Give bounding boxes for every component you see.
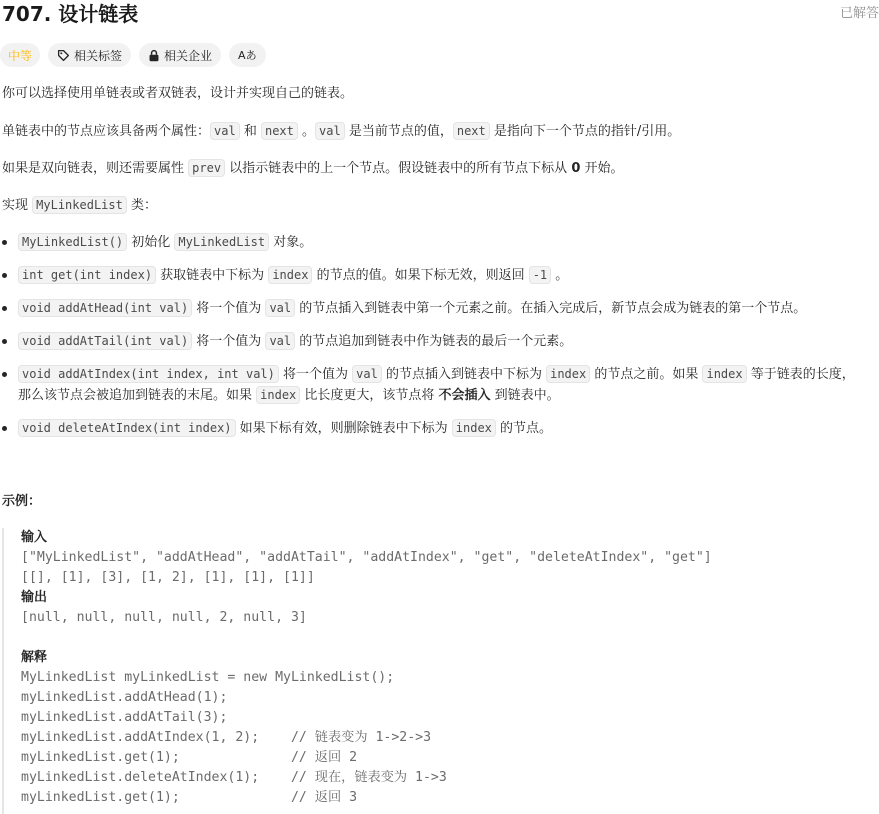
output-line: [null, null, null, null, 2, null, 3] bbox=[21, 610, 307, 625]
bullet-dot bbox=[2, 426, 7, 431]
code: int get(int index) bbox=[18, 266, 156, 284]
text: 对象。 bbox=[269, 235, 313, 250]
text: 到链表中。 bbox=[490, 388, 560, 403]
input-line-1: ["MyLinkedList", "addAtHead", "addAtTail", "addAtIndex", "get", "deleteAtIndex", "get"] bbox=[21, 550, 712, 565]
text: 和 bbox=[239, 124, 261, 139]
bold-text: 不会插入 bbox=[438, 388, 491, 403]
font-icon: Aあ bbox=[238, 49, 257, 62]
text: 以指示链表中的上一个节点。假设链表中的所有节点下标从 bbox=[225, 161, 572, 176]
explain-label: 解释 bbox=[21, 650, 48, 665]
bullet-dot bbox=[2, 240, 7, 245]
code: val bbox=[265, 299, 295, 317]
text: 的节点。 bbox=[495, 421, 553, 436]
problem-title: 707. 设计链表 bbox=[2, 2, 139, 26]
bullet-dot bbox=[2, 306, 7, 311]
text: 如果下标有效，则删除链表中下标为 bbox=[235, 421, 452, 436]
code: index bbox=[256, 386, 300, 404]
text: 开始。 bbox=[580, 161, 624, 176]
code: index bbox=[268, 266, 312, 284]
output-label: 输出 bbox=[21, 590, 48, 605]
text: 将一个值为 bbox=[192, 301, 266, 316]
code: void addAtTail(int val) bbox=[18, 332, 192, 350]
bullet-dot bbox=[2, 273, 7, 278]
bullet-dot bbox=[2, 372, 7, 377]
explain-line: myLinkedList.addAtTail(3); bbox=[21, 710, 228, 725]
explain-line: myLinkedList.get(1); // 返回 2 bbox=[21, 750, 358, 765]
code: -1 bbox=[529, 266, 551, 284]
code-val: val bbox=[210, 122, 240, 140]
solved-status: 已解答 bbox=[840, 6, 879, 21]
text: 初始化 bbox=[127, 235, 175, 250]
doubly-linked-paragraph bbox=[2, 158, 624, 179]
tag-row bbox=[0, 43, 266, 67]
related-companies-label: 相关企业 bbox=[164, 48, 213, 63]
text: 等于链表的长度， bbox=[746, 367, 855, 382]
code-next: next bbox=[453, 122, 490, 140]
text: 类： bbox=[126, 198, 157, 213]
code-next: next bbox=[261, 122, 298, 140]
code: MyLinkedList() bbox=[18, 233, 127, 251]
explain-line: MyLinkedList myLinkedList = new MyLinkedList(); bbox=[21, 670, 395, 685]
text: 比长度更大，该节点将 bbox=[300, 388, 439, 403]
difficulty-badge[interactable]: 中等 bbox=[0, 43, 40, 67]
font-toggle-button[interactable] bbox=[229, 43, 266, 67]
text: 那么该节点会被追加到链表的末尾。如果 bbox=[18, 388, 257, 403]
text: 。 bbox=[297, 124, 316, 139]
text: 是指向下一个节点的指针/引用。 bbox=[489, 124, 681, 139]
example-block bbox=[2, 528, 873, 814]
text: 将一个值为 bbox=[192, 334, 266, 349]
text: 获取链表中下标为 bbox=[156, 268, 269, 283]
input-line-2: [[], [1], [3], [1, 2], [1], [1], [1]] bbox=[21, 570, 315, 585]
code: MyLinkedList bbox=[174, 233, 269, 251]
bullet-dot bbox=[2, 339, 7, 344]
text: 如果是双向链表，则还需要属性 bbox=[2, 161, 189, 176]
text: 的节点追加到链表中作为链表的最后一个元素。 bbox=[295, 334, 573, 349]
text: 是当前节点的值， bbox=[344, 124, 453, 139]
text: 实现 bbox=[2, 198, 33, 213]
text: 将一个值为 bbox=[278, 367, 353, 382]
code-prev: prev bbox=[188, 159, 225, 177]
text: 的节点之前。如果 bbox=[590, 367, 703, 382]
code: val bbox=[352, 365, 382, 383]
related-tags-button[interactable] bbox=[48, 43, 131, 67]
explain-line: myLinkedList.addAtIndex(1, 2); // 链表变为 1->2->3 bbox=[21, 730, 432, 745]
implement-paragraph bbox=[2, 195, 157, 216]
code: index bbox=[546, 365, 590, 383]
text: 。 bbox=[551, 268, 569, 283]
code: void deleteAtIndex(int index) bbox=[18, 419, 236, 437]
text: 的节点的值。如果下标无效，则返回 bbox=[312, 268, 529, 283]
node-attributes-paragraph bbox=[2, 121, 680, 142]
code-class-name: MyLinkedList bbox=[32, 196, 127, 214]
lock-icon bbox=[148, 49, 160, 62]
explain-line: myLinkedList.get(1); // 返回 3 bbox=[21, 790, 358, 805]
bold-zero: 0 bbox=[571, 161, 581, 176]
explain-line: myLinkedList.addAtHead(1); bbox=[21, 690, 228, 705]
example-heading: 示例： bbox=[2, 494, 42, 509]
explain-line: myLinkedList.deleteAtIndex(1); // 现在，链表变为 1->3 bbox=[21, 770, 447, 785]
input-label: 输入 bbox=[21, 530, 48, 545]
code: void addAtIndex(int index, int val) bbox=[18, 365, 279, 383]
intro-paragraph: 你可以选择使用单链表或者双链表，设计并实现自己的链表。 bbox=[2, 86, 354, 101]
tag-icon bbox=[57, 49, 70, 62]
code-val: val bbox=[315, 122, 345, 140]
code: void addAtHead(int val) bbox=[18, 299, 192, 317]
text: 的节点插入到链表中下标为 bbox=[381, 367, 547, 382]
related-tags-label: 相关标签 bbox=[74, 48, 123, 63]
code: val bbox=[265, 332, 295, 350]
text: 单链表中的节点应该具备两个属性： bbox=[2, 124, 211, 139]
code: index bbox=[702, 365, 746, 383]
related-companies-button[interactable] bbox=[139, 43, 221, 67]
code: index bbox=[452, 419, 496, 437]
text: 的节点插入到链表中第一个元素之前。在插入完成后，新节点会成为链表的第一个节点。 bbox=[295, 301, 807, 316]
